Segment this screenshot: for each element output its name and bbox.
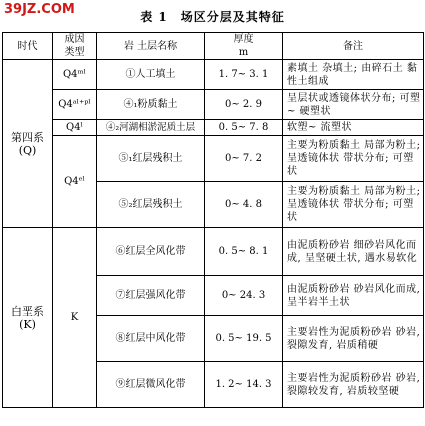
header-note: 备注 [283, 33, 424, 60]
layer-note: 由泥质粉砂岩 砂岩风化而成, 呈半岩半土状 [283, 276, 424, 316]
origin-q4el: Q4ᵉˡ [53, 136, 97, 228]
layer-name: ⑤₂红层残积土 [97, 182, 205, 228]
layer-note: 主要岩性为泥质粉砂岩 砂岩, 裂隙发育, 岩质稍硬 [283, 316, 424, 362]
table-row [3, 120, 424, 136]
period-cretaceous: 白垩系 (K) [3, 228, 53, 408]
layer-thickness: 1. 7~ 3. 1 [205, 60, 283, 90]
layer-name: ⑦红层强风化带 [97, 276, 205, 316]
layer-note: 主要为粉质黏土 局部为粉土; 呈透镜体状 带状分布; 可塑状 [283, 182, 424, 228]
layer-note: 呈层状或透镜体状分布; 可塑~ 硬塑状 [283, 90, 424, 120]
origin-k: K [53, 228, 97, 408]
layer-name: ⑤₁红层残积土 [97, 136, 205, 182]
layer-note: 由泥质粉砂岩 细砂岩风化而成, 呈坚硬土状, 遇水易软化 [283, 228, 424, 276]
layer-thickness: 0. 5~ 19. 5 [205, 316, 283, 362]
origin-q4l: Q4ˡ [53, 120, 97, 136]
table-title: 表 1 场区分层及其特征 [140, 10, 285, 24]
header-era: 时代 [3, 33, 53, 60]
layer-thickness: 0~ 24. 3 [205, 276, 283, 316]
table-row [3, 228, 424, 276]
layer-note: 素填土 杂填土; 由碎石土 黏性土组成 [283, 60, 424, 90]
layer-name: ⑧红层中风化带 [97, 316, 205, 362]
layer-note: 软塑~ 流塑状 [283, 120, 424, 136]
table-row [3, 60, 424, 90]
layer-name: ⑥红层全风化带 [97, 228, 205, 276]
layer-name: ①人工填土 [97, 60, 205, 90]
strata-table [2, 32, 424, 408]
layer-name: ④₂河湖相淤泥质土层 [97, 120, 205, 136]
header-thickness: 厚度 m [205, 33, 283, 60]
table-row [3, 90, 424, 120]
header-row [3, 33, 424, 60]
layer-thickness: 0. 5~ 8. 1 [205, 228, 283, 276]
layer-note: 主要为粉质黏土 局部为粉土; 呈透镜体状 带状分布; 可塑状 [283, 136, 424, 182]
table-row [3, 136, 424, 182]
period-quaternary: 第四系 (Q) [3, 60, 53, 228]
layer-name: ④₁粉质黏土 [97, 90, 205, 120]
origin-q4ml: Q4ᵐˡ [53, 60, 97, 90]
layer-thickness: 0~ 4. 8 [205, 182, 283, 228]
header-origin: 成因 类型 [53, 33, 97, 60]
layer-thickness: 0. 5~ 7. 8 [205, 120, 283, 136]
site-watermark: 39JZ.COM [4, 2, 75, 17]
header-name: 岩 土层名称 [97, 33, 205, 60]
layer-thickness: 1. 2~ 14. 3 [205, 362, 283, 408]
layer-note: 主要岩性为泥质粉砂岩 砂岩, 裂隙较发育, 岩质较坚硬 [283, 362, 424, 408]
layer-name: ⑨红层微风化带 [97, 362, 205, 408]
layer-thickness: 0~ 7. 2 [205, 136, 283, 182]
origin-q4alpl: Q4ᵃˡ⁺ᵖˡ [53, 90, 97, 120]
layer-thickness: 0~ 2. 9 [205, 90, 283, 120]
